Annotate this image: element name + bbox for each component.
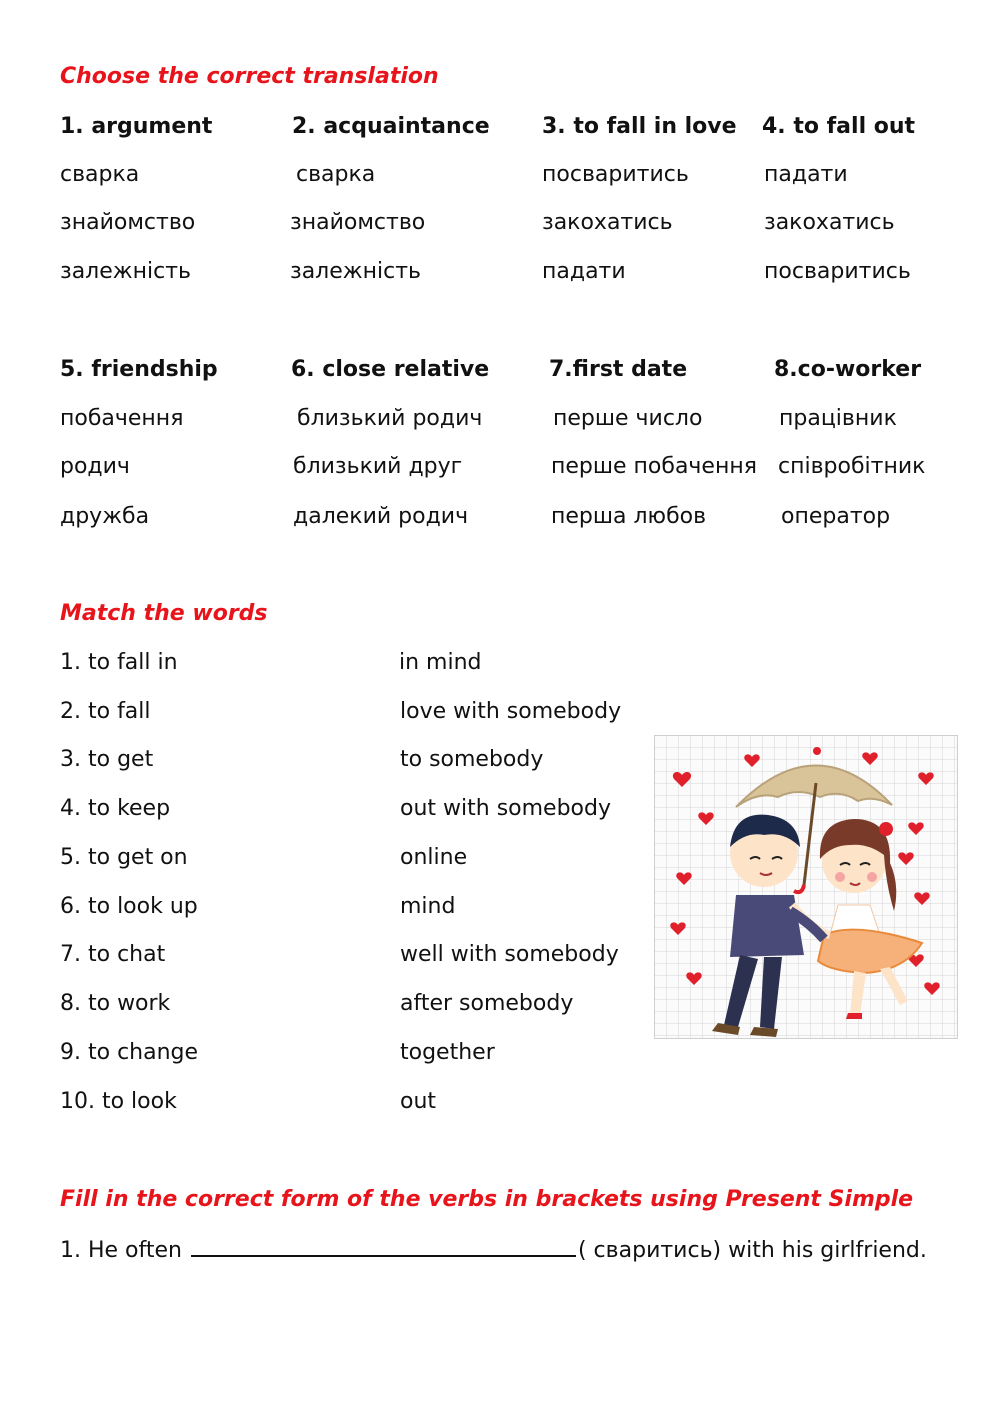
match-right-item[interactable]: after somebody [400, 991, 574, 1016]
match-left-item[interactable]: 2. to fall [60, 699, 151, 724]
translation-option[interactable]: працівник [779, 406, 897, 431]
translation-word: 7.first date [549, 357, 688, 382]
translation-word: 5. friendship [60, 357, 218, 382]
fill-sentence-start: 1. He often [60, 1238, 182, 1263]
match-right-item[interactable]: out with somebody [400, 796, 611, 821]
translation-option[interactable]: посваритись [764, 259, 911, 284]
couple-under-umbrella-icon [654, 735, 958, 1039]
match-left-item[interactable]: 6. to look up [60, 894, 198, 919]
match-right-item[interactable]: out [400, 1089, 437, 1114]
translation-option[interactable]: знайомство [60, 210, 196, 235]
translation-option[interactable]: співробітник [778, 454, 926, 479]
match-left-item[interactable]: 7. to chat [60, 942, 166, 967]
match-right-item[interactable]: to somebody [400, 747, 544, 772]
match-left-item[interactable]: 3. to get [60, 747, 154, 772]
translation-word: 3. to fall in love [542, 114, 737, 139]
translation-word: 4. to fall out [762, 114, 916, 139]
match-right-item[interactable]: love with somebody [400, 699, 622, 724]
translation-option[interactable]: посваритись [542, 162, 689, 187]
match-left-item[interactable]: 8. to work [60, 991, 171, 1016]
match-right-item[interactable]: in mind [399, 650, 482, 675]
translation-option[interactable]: далекий родич [293, 504, 469, 529]
translation-option[interactable]: знайомство [290, 210, 426, 235]
translation-option[interactable]: близький друг [293, 454, 463, 479]
translation-word: 6. close relative [291, 357, 490, 382]
translation-option[interactable]: залежність [60, 259, 191, 284]
translation-option[interactable]: родич [60, 454, 130, 479]
fill-heading: Fill in the correct form of the verbs in brackets using Present Simple [60, 1187, 914, 1212]
translation-option[interactable]: перше число [553, 406, 703, 431]
match-right-item[interactable]: online [400, 845, 468, 870]
translation-word: 8.co-worker [774, 357, 922, 382]
match-right-item[interactable]: mind [400, 894, 456, 919]
match-left-item[interactable]: 4. to keep [60, 796, 171, 821]
translation-option[interactable]: закохатись [764, 210, 895, 235]
translation-word: 2. acquaintance [292, 114, 490, 139]
fill-blank-input[interactable] [191, 1237, 576, 1257]
match-right-item[interactable]: well with somebody [400, 942, 619, 967]
translation-option[interactable]: закохатись [542, 210, 673, 235]
translation-option[interactable]: падати [542, 259, 626, 284]
translation-option[interactable]: перша любов [551, 504, 707, 529]
translation-option[interactable]: перше побачення [551, 454, 757, 479]
translation-option[interactable]: сварка [60, 162, 140, 187]
match-heading: Match the words [60, 601, 268, 626]
match-left-item[interactable]: 1. to fall in [60, 650, 178, 675]
match-right-item[interactable]: together [400, 1040, 495, 1065]
fill-sentence [60, 1237, 927, 1262]
translation-option[interactable]: падати [764, 162, 848, 187]
translation-option[interactable]: залежність [290, 259, 421, 284]
match-left-item[interactable]: 5. to get on [60, 845, 188, 870]
match-left-item[interactable]: 10. to look [60, 1089, 177, 1114]
match-left-item[interactable]: 9. to change [60, 1040, 199, 1065]
translation-option[interactable]: оператор [781, 504, 891, 529]
translation-heading: Choose the correct translation [60, 64, 439, 89]
translation-option[interactable]: побачення [60, 406, 184, 431]
translation-option[interactable]: близький родич [297, 406, 483, 431]
translation-word: 1. argument [60, 114, 213, 139]
translation-option[interactable]: дружба [60, 504, 150, 529]
fill-sentence-end: ( сваритись) with his girlfriend. [577, 1238, 927, 1263]
translation-option[interactable]: сварка [296, 162, 376, 187]
